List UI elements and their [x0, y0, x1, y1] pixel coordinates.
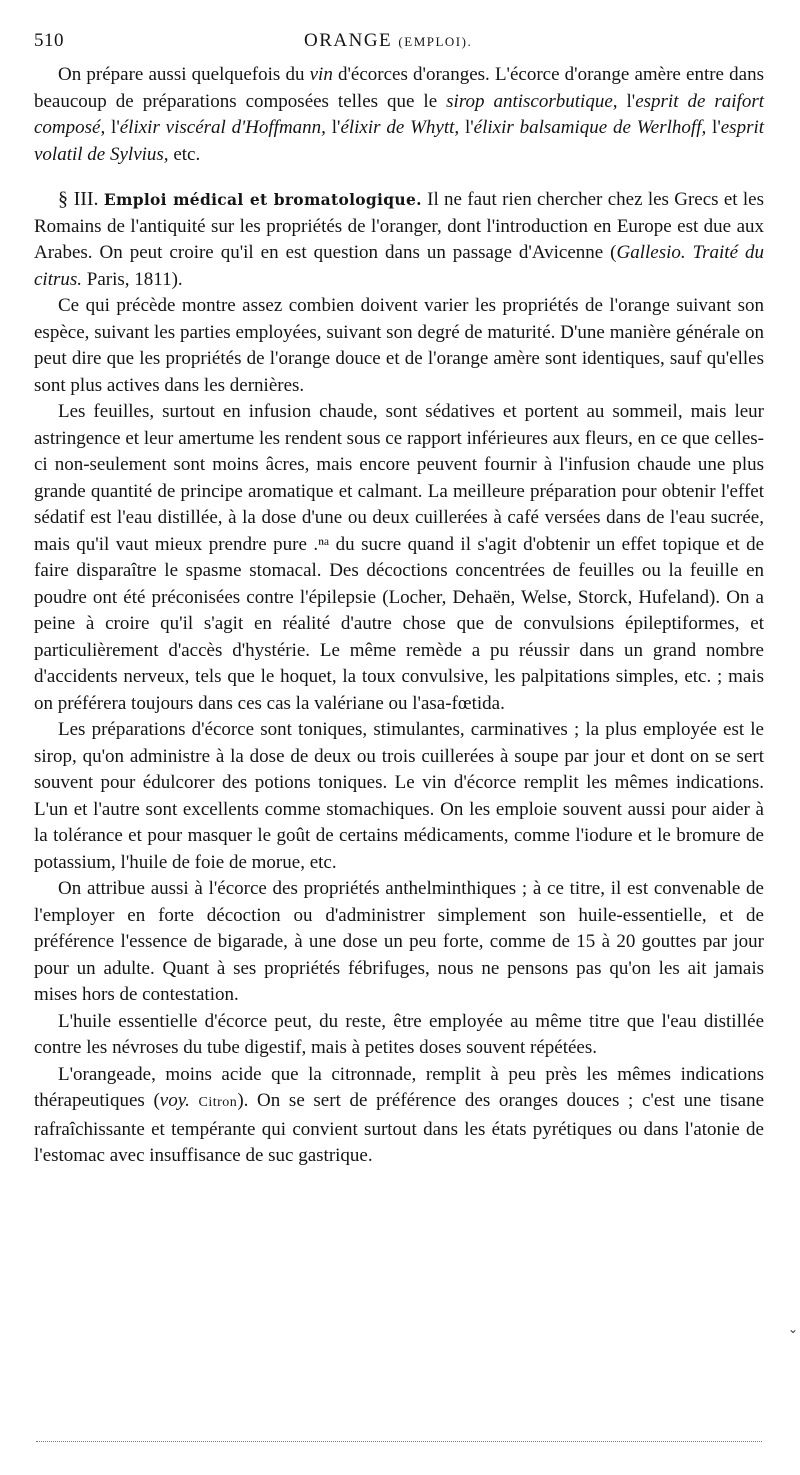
- section-3-paragraph: [34, 186, 764, 293]
- paragraph-preparations-ecorce: Les préparations d'écorce sont toniques, stimulantes, carminatives ; la plus employée est le sirop, qu'on administre à la dose de deux ou trois cuillerées à soupe par jour et dont on se sert souvent pour édulcorer des potions toniques. Le vin d'écorce remplit les mêmes indications. L'un et l'autre sont excellents comme stomachiques. On les emploie souvent aussi pour aider à la tolérance et pour masquer le goût de certains médicaments, comme l'iodure et le bromure de potassium, l'huile de foie de morue, etc.: [34, 719, 764, 873]
- text-run: [190, 1090, 199, 1111]
- paragraph-orangeade: [34, 1062, 764, 1170]
- small-caps-run: Citron: [198, 1095, 238, 1110]
- text-run: l': [459, 117, 474, 138]
- body-text: [34, 62, 764, 1170]
- text-run: Il ne faut rien chercher chez les Grecs et les Romains de l'antiquité sur les propriétés de l'oranger, dont l'introduction en Europe est due aux Arabes. On peut croire qu'il en est question dans un passage d'Avicenne (: [34, 189, 764, 263]
- text-run: ). On se sert de préférence des oranges douces ; c'est une tisane rafraîchissante et tempérante qui convient surtout dans les états pyrétiques ou dans l'atonie de l'estomac avec insuffisance de suc gastrique.: [34, 1090, 765, 1166]
- italic-run: sirop antiscorbutique,: [446, 90, 618, 112]
- italic-run: Gallesio. Traité du citrus.: [34, 242, 764, 290]
- margin-mark: ⌄: [788, 1322, 799, 1336]
- italic-run: élixir viscéral d'Hoffmann,: [119, 117, 326, 138]
- italic-run: esprit volatil de Sylvius,: [34, 117, 765, 165]
- running-title-note: (EMPLOI).: [398, 34, 473, 49]
- section-heading: Emploi médical et bromatologique.: [103, 190, 422, 209]
- section-number: § III.: [58, 188, 99, 210]
- text-run: l': [105, 117, 120, 138]
- text-run: etc.: [168, 143, 201, 165]
- running-title: [304, 30, 472, 52]
- text-run: Paris, 1811).: [82, 268, 183, 290]
- paragraph-vin-ecorces: [34, 62, 764, 168]
- italic-run: élixir de Whytt,: [340, 117, 460, 138]
- footer-dotted-rule: [36, 1441, 762, 1442]
- text-run: l': [325, 117, 341, 138]
- paragraph-anthelminthiques: On attribue aussi à l'écorce des propriétés anthelminthiques ; à ce titre, il est convenable de l'employer en forte décoction ou d'administrer simplement son huile-essentielle, et de préférence l'essence de bigarade, à une dose un peu forte, comme de 15 à 20 gouttes par jour pour un adulte. Quant à ses propriétés fébrifuges, nous ne pensons pas qu'on les ait jamais mises hors de contestation.: [34, 878, 764, 1005]
- paragraph-proprietes: Ce qui précède montre assez combien doivent varier les propriétés de l'orange suivant son espèce, suivant les parties employées, suivant son degré de maturité. D'une manière générale on peut dire que les propriétés de l'orange douce et de l'orange amère sont identiques, sauf qu'elles sont plus actives dans les dernières.: [34, 295, 764, 396]
- italic-run: voy.: [159, 1090, 190, 1111]
- text-run: On prépare aussi quelquefois du: [58, 64, 310, 85]
- text-run: l': [617, 90, 636, 112]
- running-title-main: ORANGE: [304, 30, 393, 51]
- italic-run: élixir balsamique de Werlhoff,: [473, 117, 707, 138]
- paragraph-feuilles: Les feuilles, surtout en infusion chaude, sont sédatives et portent au sommeil, mais leur astringence et leur amertume les rendent sous ce rapport inférieures aux fleurs, en ce que celles-ci non-seulement sont moins âcres, mais encore peuvent fournir à l'infusion chaude une plus grande quantité de principe aromatique et calmant. La meilleure préparation pour obtenir l'effet sédatif est l'eau distillée, à la dose d'une ou deux cuillerées à café versées dans de l'eau sucrée, mais qu'il vaut mieux prendre pure .ⁿᵃ du sucre quand il s'agit d'obtenir un effet topique et de faire disparaître le spasme stomacal. Des décoctions concentrées de feuilles ou la feuille en poudre ont été préconisées contre l'épilepsie (Locher, Dehaën, Welse, Storck, Hufeland). On a peine à croire qu'il s'agit en réalité d'autre chose que de convulsions épileptiformes, et particulièrement d'accès d'hystérie. Le même remède a pu réussir dans un grand nombre d'accidents nerveux, tels que le hoquet, la toux convulsive, les palpitations simples, etc. ; mais on préférera toujours dans ces cas la valériane ou l'asa-fœtida.: [34, 401, 764, 714]
- paragraph-huile-essentielle: L'huile essentielle d'écorce peut, du reste, être employée au même titre que l'eau distillée contre les névroses du tube digestif, mais à petites doses souvent répétées.: [34, 1010, 764, 1058]
- text-run: l': [706, 117, 721, 138]
- page-number: 510: [34, 30, 64, 51]
- document-page: [34, 30, 764, 1170]
- italic-run: vin: [309, 64, 333, 85]
- running-head: [34, 30, 764, 58]
- text-run: L'orangeade, moins acide que la citronnade, remplit à peu près les mêmes indications thérapeutiques (: [34, 1063, 764, 1111]
- text-run: d'écorces d'oranges. L'écorce d'orange amère entre dans beaucoup de préparations composées telles que le: [34, 64, 764, 112]
- italic-run: esprit de raifort composé,: [34, 90, 765, 138]
